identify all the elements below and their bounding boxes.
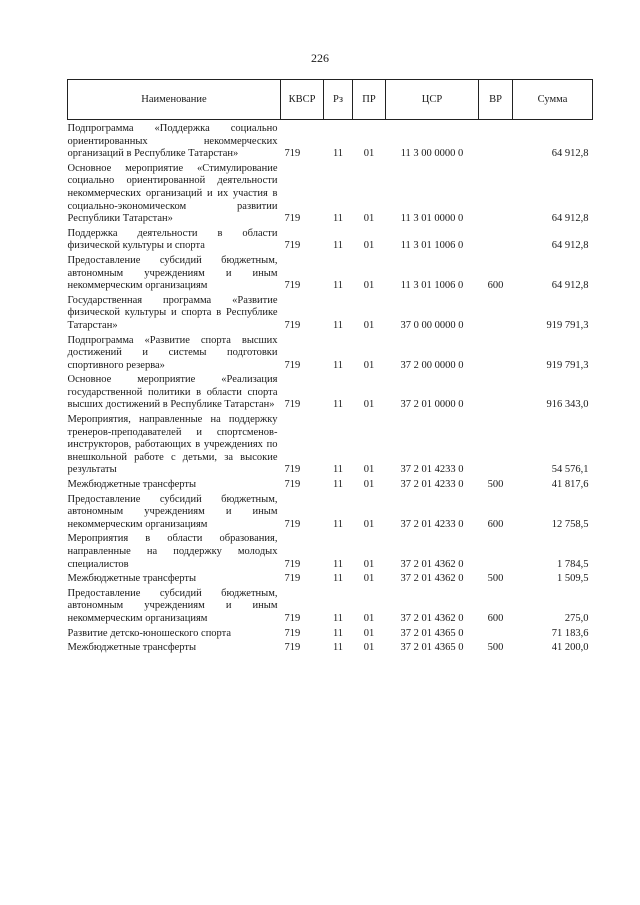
- cell-vr: [479, 628, 513, 643]
- cell-pr: 01: [363, 558, 375, 570]
- cell-csr: 37 2 00 0000 0: [400, 359, 464, 371]
- cell-vr: 600: [487, 518, 504, 530]
- cell-pr: 01: [363, 627, 375, 639]
- cell-pr: 01: [363, 399, 375, 411]
- cell-vr: [479, 120, 513, 163]
- table-row: [68, 479, 593, 494]
- cell-pr: 01: [363, 280, 375, 292]
- cell-vr: [479, 228, 513, 255]
- cell-kvsr: 719: [284, 399, 301, 411]
- cell-name: Поддержка деятельности в области физической культуры и спорта: [67, 227, 278, 252]
- cell-vr: [479, 374, 513, 414]
- cell-sum: 12 758,5: [551, 518, 589, 530]
- table-row: [68, 120, 593, 163]
- cell-pr: 01: [363, 213, 375, 225]
- cell-kvsr: 719: [284, 240, 301, 252]
- cell-sum: 919 791,3: [546, 319, 589, 331]
- cell-pr: 01: [363, 464, 375, 476]
- cell-vr: 600: [487, 280, 504, 292]
- cell-kvsr: 719: [284, 479, 301, 491]
- cell-csr: 37 2 01 4362 0: [400, 573, 464, 585]
- cell-kvsr: 719: [284, 518, 301, 530]
- cell-vr: [479, 414, 513, 479]
- column-header-kvsr: КВСР: [281, 80, 324, 120]
- cell-pr: 01: [363, 573, 375, 585]
- cell-vr: 500: [487, 573, 504, 585]
- cell-sum: 64 912,8: [551, 148, 589, 160]
- table-row: [68, 414, 593, 479]
- page-number: 226: [311, 51, 329, 65]
- cell-vr: 600: [487, 612, 504, 624]
- cell-rz: 11: [332, 240, 344, 252]
- column-header-rz: Рз: [324, 80, 353, 120]
- cell-rz: 11: [332, 399, 344, 411]
- cell-name: Межбюджетные трансферты: [67, 479, 197, 491]
- cell-name: Межбюджетные трансферты: [67, 573, 197, 585]
- cell-rz: 11: [332, 518, 344, 530]
- cell-kvsr: 719: [284, 280, 301, 292]
- cell-rz: 11: [332, 319, 344, 331]
- cell-csr: 37 2 01 4365 0: [400, 642, 464, 654]
- cell-name: Мероприятия, направленные на поддержку тренеров-преподавателей и спортсменов-инструкторов, работающих в учреждениях по внешкольной работе с детьми, за высокие результаты: [67, 414, 278, 476]
- cell-kvsr: 719: [284, 558, 301, 570]
- cell-rz: 11: [332, 213, 344, 225]
- table-row: [68, 335, 593, 375]
- table-row: [68, 533, 593, 573]
- cell-pr: 01: [363, 240, 375, 252]
- budget-table: [67, 79, 593, 657]
- column-header-sum: Сумма: [513, 80, 593, 120]
- cell-kvsr: 719: [284, 319, 301, 331]
- cell-sum: 41 817,6: [551, 479, 589, 491]
- cell-csr: 11 3 00 0000 0: [400, 148, 464, 160]
- cell-sum: 916 343,0: [546, 399, 589, 411]
- cell-sum: 41 200,0: [551, 642, 589, 654]
- cell-rz: 11: [332, 573, 344, 585]
- cell-rz: 11: [332, 558, 344, 570]
- cell-name: Государственная программа «Развитие физической культуры и спорта в Республике Татарстан»: [67, 294, 278, 331]
- cell-vr: [479, 163, 513, 228]
- table-row: [68, 228, 593, 255]
- cell-rz: 11: [332, 359, 344, 371]
- cell-pr: 01: [363, 148, 375, 160]
- cell-pr: 01: [363, 518, 375, 530]
- column-header-name: Наименование: [68, 80, 281, 120]
- cell-sum: 64 912,8: [551, 280, 589, 292]
- cell-name: Основное мероприятие «Реализация государственной политики в области спорта высших достижений в Республике Татарстан»: [67, 374, 278, 411]
- cell-name: Предоставление субсидий бюджетным, автономным учреждениям и иным некоммерческим организациям: [67, 587, 278, 624]
- cell-csr: 37 2 01 4365 0: [400, 627, 464, 639]
- cell-name: Основное мероприятие «Стимулирование социально ориентированной деятельности некоммерческих организаций и их участия в социально-экономическом развитии Республики Татарстан»: [67, 162, 278, 225]
- cell-csr: 11 3 01 1006 0: [400, 240, 464, 252]
- cell-csr: 11 3 01 0000 0: [400, 213, 464, 225]
- cell-name: Предоставление субсидий бюджетным, автономным учреждениям и иным некоммерческим организациям: [67, 254, 278, 292]
- cell-name: Подпрограмма «Поддержка социально ориентированных некоммерческих организаций в Республике Татарстан»: [67, 123, 278, 160]
- cell-vr: 500: [487, 642, 504, 654]
- cell-pr: 01: [363, 642, 375, 654]
- cell-name: Межбюджетные трансферты: [67, 642, 197, 654]
- cell-sum: 1 509,5: [557, 573, 589, 585]
- table-body: [68, 120, 593, 657]
- cell-kvsr: 719: [284, 612, 301, 624]
- cell-rz: 11: [332, 627, 344, 639]
- column-header-pr: ПР: [353, 80, 386, 120]
- cell-name: Подпрограмма «Развитие спорта высших достижений и системы подготовки спортивного резерва»: [67, 334, 278, 371]
- cell-csr: 37 2 01 4362 0: [400, 558, 464, 570]
- cell-kvsr: 719: [284, 642, 301, 654]
- cell-csr: 37 2 01 0000 0: [400, 399, 464, 411]
- cell-vr: [479, 295, 513, 335]
- cell-rz: 11: [332, 479, 344, 491]
- cell-sum: 275,0: [564, 612, 589, 624]
- cell-csr: 37 0 00 0000 0: [400, 319, 464, 331]
- cell-sum: 71 183,6: [551, 627, 589, 639]
- cell-sum: 64 912,8: [551, 240, 589, 252]
- cell-sum: 919 791,3: [546, 359, 589, 371]
- cell-name: Предоставление субсидий бюджетным, автономным учреждениям и иным некоммерческим организациям: [67, 493, 278, 530]
- cell-rz: 11: [332, 148, 344, 160]
- cell-csr: 37 2 01 4233 0: [400, 464, 464, 476]
- cell-kvsr: 719: [284, 213, 301, 225]
- column-header-csr: ЦСР: [386, 80, 479, 120]
- cell-csr: 11 3 01 1006 0: [400, 280, 464, 292]
- cell-kvsr: 719: [284, 148, 301, 160]
- cell-vr: [479, 335, 513, 375]
- cell-rz: 11: [332, 464, 344, 476]
- cell-pr: 01: [363, 319, 375, 331]
- table-header-row: [68, 80, 593, 120]
- cell-vr: 500: [487, 479, 504, 491]
- cell-pr: 01: [363, 479, 375, 491]
- cell-pr: 01: [363, 359, 375, 371]
- cell-sum: 1 784,5: [557, 558, 589, 570]
- cell-csr: 37 2 01 4233 0: [400, 479, 464, 491]
- cell-kvsr: 719: [284, 359, 301, 371]
- cell-sum: 54 576,1: [551, 464, 589, 476]
- cell-vr: [479, 533, 513, 573]
- cell-name: Мероприятия в области образования, направленные на поддержку молодых специалистов: [67, 533, 278, 570]
- table-row: [68, 588, 593, 628]
- table-row: [68, 255, 593, 295]
- table-row: [68, 573, 593, 588]
- table-row: [68, 374, 593, 414]
- cell-rz: 11: [332, 280, 344, 292]
- cell-csr: 37 2 01 4233 0: [400, 518, 464, 530]
- table-row: [68, 642, 593, 657]
- cell-kvsr: 719: [284, 573, 301, 585]
- cell-rz: 11: [332, 612, 344, 624]
- cell-name: Развитие детско-юношеского спорта: [67, 627, 232, 639]
- cell-csr: 37 2 01 4362 0: [400, 612, 464, 624]
- cell-sum: 64 912,8: [551, 213, 589, 225]
- cell-kvsr: 719: [284, 464, 301, 476]
- table-row: [68, 163, 593, 228]
- cell-kvsr: 719: [284, 627, 301, 639]
- table-row: [68, 295, 593, 335]
- table-row: [68, 494, 593, 534]
- column-header-vr: ВР: [479, 80, 513, 120]
- cell-pr: 01: [363, 612, 375, 624]
- cell-rz: 11: [332, 642, 344, 654]
- table-row: [68, 628, 593, 643]
